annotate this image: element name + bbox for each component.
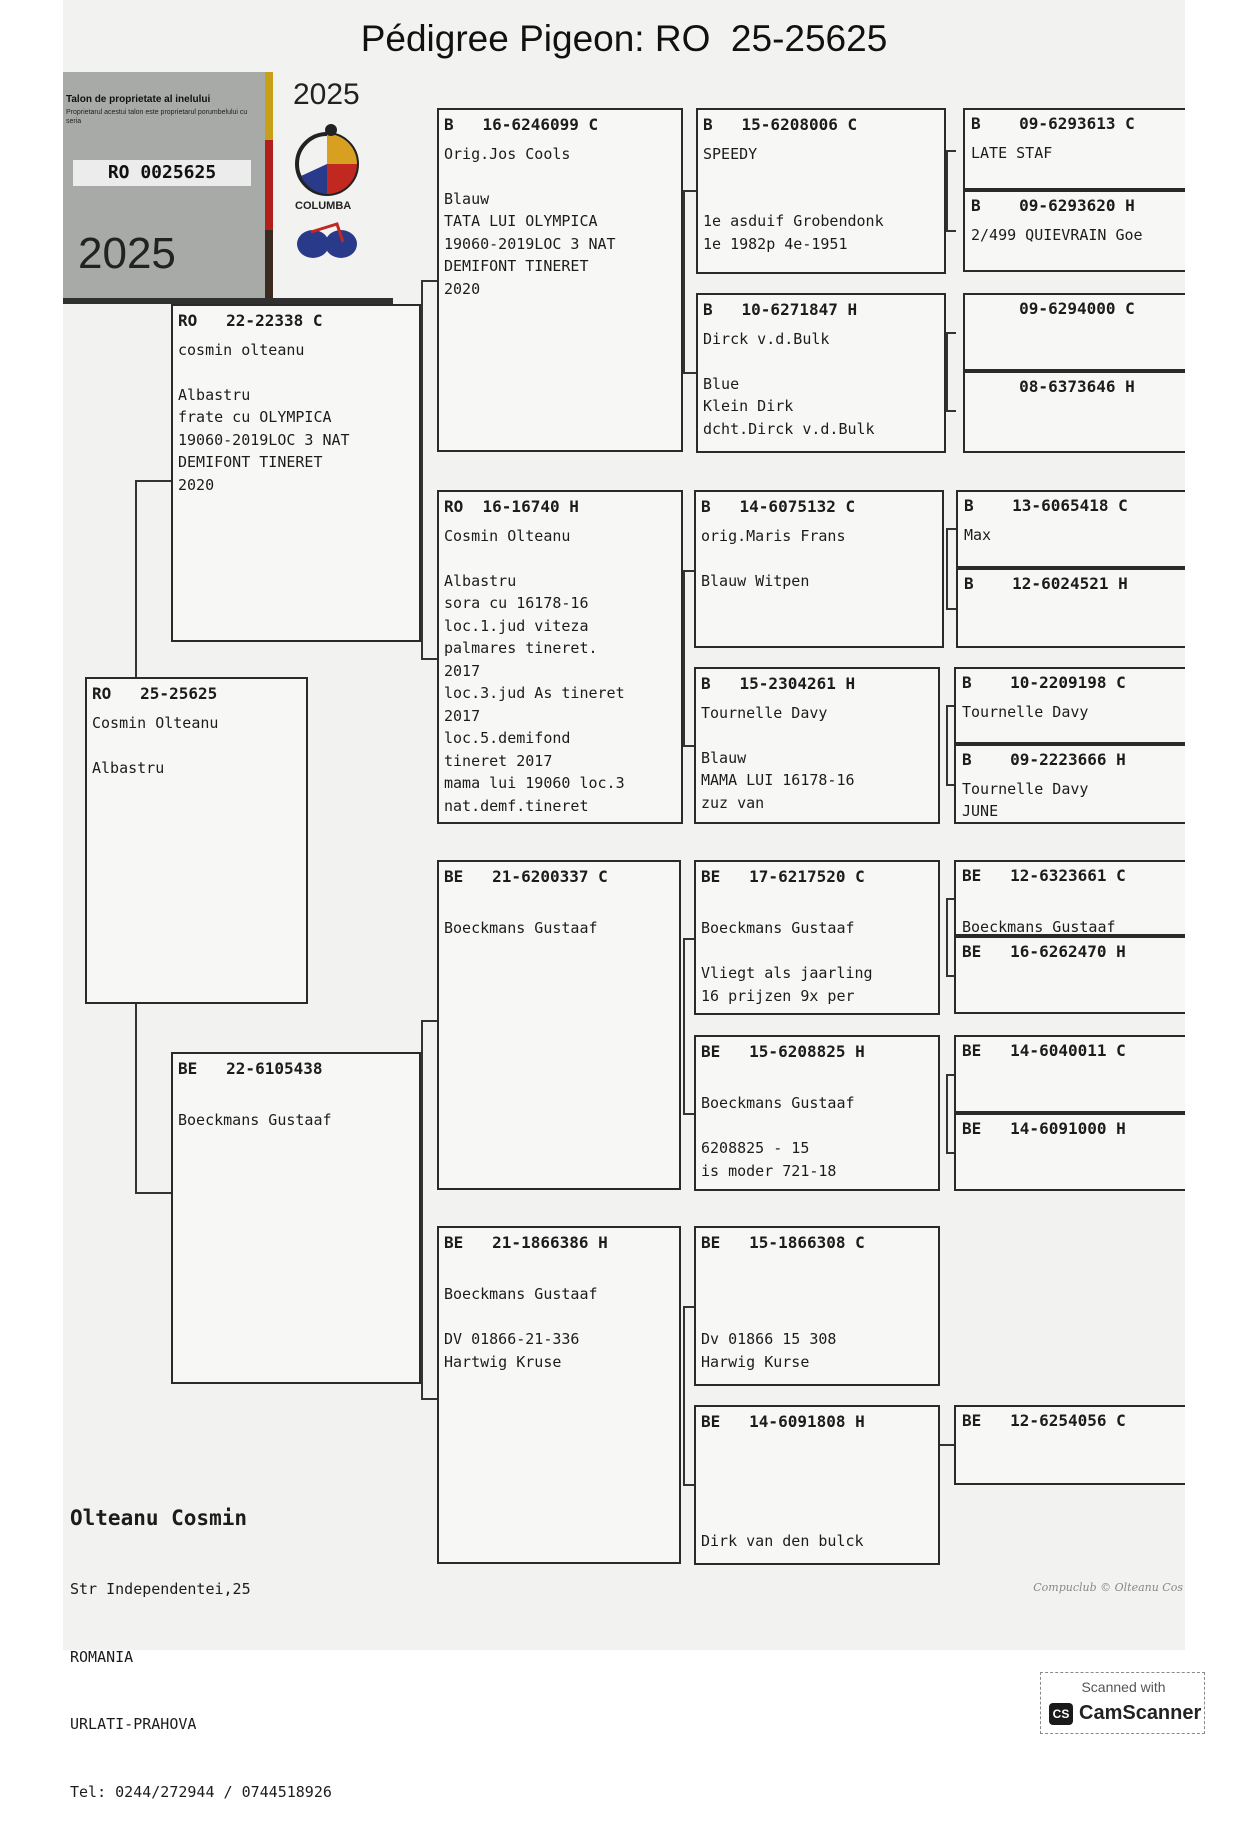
note-line	[701, 1261, 933, 1284]
owner-name: Olteanu Cosmin	[70, 1506, 248, 1530]
note-line: DEMIFONT TINERET	[178, 453, 323, 471]
note-line	[444, 165, 676, 188]
note-line: 19060-2019LOC 3 NAT	[178, 430, 350, 449]
g3-card-13	[954, 1405, 1185, 1485]
note-line	[701, 1115, 933, 1138]
pigeon-notes	[444, 525, 676, 818]
connector-line	[683, 570, 685, 745]
connector-line	[135, 480, 137, 677]
g3-card-10	[954, 936, 1185, 1014]
note-line: Albastru	[178, 385, 251, 404]
ring-number: B 09-6293620 H	[971, 196, 1135, 215]
note-line	[444, 547, 676, 570]
note-line: Blauw	[444, 189, 490, 208]
footer-credit: Compuclub © Olteanu Cos	[1033, 1581, 1183, 1594]
columba-label: COLUMBA	[295, 200, 352, 212]
connector-line	[421, 1020, 437, 1022]
pigeon-notes	[962, 701, 1179, 724]
note-line: Boeckmans Gustaaf	[444, 919, 598, 937]
connector-line	[135, 1192, 171, 1194]
ring-number: B 12-6024521 H	[964, 574, 1128, 593]
ring-number: B 13-6065418 C	[964, 496, 1128, 515]
note-line: dcht.Dirck v.d.Bulk	[703, 419, 875, 438]
ring-number: BE 14-6091000 H	[962, 1119, 1126, 1138]
note-line: 1e 1982p 4e-1951	[703, 234, 848, 253]
note-line	[701, 724, 933, 747]
note-line	[701, 940, 933, 963]
g3-card-5	[956, 490, 1185, 568]
note-line: 2017	[444, 706, 481, 725]
note-line: Blue	[703, 374, 740, 393]
note-line: Tournelle Davy	[962, 779, 1089, 798]
note-line: DEMIFONT TINERET	[444, 257, 589, 275]
ring-number: B 15-6208006 C	[703, 115, 858, 134]
note-line: palmares tineret.	[444, 639, 598, 657]
granddam-maternal-card	[437, 1226, 681, 1564]
ggp-card-5	[694, 860, 940, 1015]
pigeon-notes	[701, 895, 933, 1008]
g3-card-12	[954, 1113, 1185, 1191]
pigeon-notes	[178, 339, 414, 497]
note-line: LATE STAF	[971, 143, 1053, 162]
connector-line	[421, 658, 437, 660]
ring-number: 09-6294000 C	[971, 299, 1135, 318]
note-line: nat.demf.tineret	[444, 796, 589, 815]
pigeon-notes	[701, 1261, 933, 1374]
sire-card	[171, 304, 421, 642]
connector-line	[135, 1004, 137, 1194]
ggp-card-4	[694, 667, 940, 824]
connector-line	[421, 280, 437, 282]
note-line: orig.Maris Frans	[701, 526, 846, 545]
note-line: Tournelle Davy	[701, 703, 828, 722]
pigeon-notes	[701, 1440, 933, 1553]
flag-stripe	[265, 72, 273, 298]
g3-card-4	[963, 371, 1185, 453]
ring-number: BE 22-6105438	[178, 1059, 323, 1078]
note-line	[444, 895, 674, 918]
dam-card	[171, 1052, 421, 1384]
owner-address	[70, 1458, 332, 1848]
note-line: 2020	[444, 279, 481, 298]
note-line	[701, 1462, 933, 1485]
ggp-card-1	[696, 108, 946, 274]
note-line: MAMA LUI 16178-16	[701, 771, 855, 789]
pigeon-notes	[703, 328, 939, 441]
note-line	[444, 1261, 674, 1284]
ring-number: RO 16-16740 H	[444, 497, 579, 516]
note-line: sora cu 16178-16	[444, 594, 589, 612]
ring-number: B 10-2209198 C	[962, 673, 1126, 692]
note-line	[178, 361, 414, 384]
pigeon-notes	[178, 1087, 414, 1132]
grandsire-maternal-card	[437, 860, 681, 1190]
note-line: JUNE	[962, 802, 999, 820]
note-line: Boeckmans Gustaaf	[962, 918, 1116, 936]
note-line: Blauw Witpen	[701, 571, 810, 590]
ggp-card-3	[694, 490, 944, 648]
note-line: cosmin olteanu	[178, 340, 305, 359]
note-line: frate cu OLYMPICA	[178, 408, 332, 426]
g3-card-8	[954, 744, 1185, 824]
connector-line	[946, 528, 948, 608]
note-line: Dv 01866 15 308	[701, 1330, 837, 1348]
note-line: SPEEDY	[703, 144, 758, 163]
subject-pigeon-card	[85, 677, 308, 1004]
note-line	[701, 1485, 933, 1508]
connector-line	[135, 480, 171, 482]
note-line: Cosmin Olteanu	[444, 526, 571, 545]
note-line	[701, 1283, 933, 1306]
talon-ring-code: RO 0025625	[73, 160, 251, 186]
note-line: Boeckmans Gustaaf	[701, 1094, 855, 1112]
note-line: Dirck v.d.Bulk	[703, 329, 830, 348]
connector-line	[946, 1074, 948, 1152]
note-line: loc.5.demifond	[444, 729, 571, 747]
columba-logo-icon	[291, 120, 371, 260]
note-line: Boeckmans Gustaaf	[444, 1285, 598, 1303]
note-line	[962, 894, 1179, 917]
connector-line	[421, 1020, 423, 1400]
note-line: Tournelle Davy	[962, 702, 1089, 721]
note-line	[701, 1306, 933, 1329]
note-line: 19060-2019LOC 3 NAT	[444, 234, 616, 253]
note-line: Boeckmans Gustaaf	[178, 1111, 332, 1129]
note-line: is moder 721-18	[701, 1161, 837, 1180]
connector-line	[946, 410, 956, 412]
connector-line	[683, 372, 696, 374]
note-line: Klein Dirk	[703, 397, 794, 415]
logo-year: 2025	[293, 78, 360, 111]
ggp-card-6	[694, 1035, 940, 1191]
connector-line	[946, 332, 948, 410]
ring-number: BE 17-6217520 C	[701, 867, 865, 886]
note-line	[703, 188, 939, 211]
owner-street: Str Independentei,25	[70, 1580, 251, 1598]
ring-number: BE 12-6323661 C	[962, 866, 1126, 885]
note-line	[178, 1087, 414, 1110]
pigeon-notes	[92, 712, 301, 780]
note-line: Cosmin Olteanu	[92, 713, 219, 732]
connector-line	[946, 528, 956, 530]
note-line	[703, 350, 939, 373]
note-line: Albastru	[444, 571, 517, 590]
note-line	[701, 1507, 933, 1530]
note-line	[701, 895, 933, 918]
ring-number: RO 22-22338 C	[178, 311, 323, 330]
note-line	[701, 1440, 933, 1463]
note-line: Orig.Jos Cools	[444, 144, 571, 163]
owner-phone: Tel: 0244/272944 / 0744518926	[70, 1782, 332, 1801]
pigeon-notes	[444, 1261, 674, 1374]
g3-card-7	[954, 667, 1185, 744]
connector-line	[946, 705, 948, 784]
ring-number: B 15-2304261 H	[701, 674, 856, 693]
g3-card-2	[963, 190, 1185, 272]
note-line: Boeckmans Gustaaf	[701, 919, 855, 937]
connector-line	[683, 1306, 685, 1484]
pigeon-notes	[701, 702, 933, 815]
note-line: Vliegt als jaarling	[701, 964, 873, 982]
pigeon-notes	[444, 895, 674, 940]
connector-line	[946, 150, 948, 230]
talon-header: Talon de proprietate al inelului	[66, 94, 211, 105]
ring-number: BE 14-6091808 H	[701, 1412, 865, 1431]
pigeon-notes	[971, 142, 1179, 165]
note-line: Blauw	[701, 748, 747, 767]
ring-number: BE 16-6262470 H	[962, 942, 1126, 961]
ggp-card-8	[694, 1405, 940, 1565]
note-line	[703, 165, 939, 188]
note-line: Albastru	[92, 758, 165, 777]
ggp-card-2	[696, 293, 946, 453]
note-line: loc.1.jud viteza	[444, 616, 589, 635]
note-line: Hartwig Kruse	[444, 1352, 562, 1371]
g3-card-3	[963, 293, 1185, 371]
pigeon-notes	[962, 778, 1179, 823]
note-line: TATA LUI OLYMPICA	[444, 212, 598, 230]
connector-line	[946, 898, 948, 975]
note-line: Harwig Kurse	[701, 1352, 810, 1371]
note-line	[701, 547, 937, 570]
note-line: 6208825 - 15	[701, 1139, 810, 1157]
connector-line	[946, 230, 956, 232]
ring-number: BE 14-6040011 C	[962, 1041, 1126, 1060]
pigeon-notes	[971, 224, 1179, 247]
grandsire-paternal-card	[437, 108, 683, 452]
pigeon-notes	[964, 524, 1179, 547]
note-line: mama lui 19060 loc.3	[444, 774, 625, 792]
note-line	[92, 734, 301, 757]
ring-number: BE 15-1866308 C	[701, 1233, 865, 1252]
ring-number: RO 25-25625	[92, 684, 218, 703]
ring-number: BE 15-6208825 H	[701, 1042, 865, 1061]
ring-number: B 14-6075132 C	[701, 497, 856, 516]
pigeon-notes	[703, 143, 939, 256]
camscanner-watermark	[1040, 1672, 1205, 1734]
connector-line	[683, 190, 685, 372]
ring-number: B 10-6271847 H	[703, 300, 858, 319]
ring-number: BE 21-6200337 C	[444, 867, 608, 886]
connector-line	[946, 150, 956, 152]
note-line: 16 prijzen 9x per	[701, 986, 855, 1005]
ring-ownership-talon	[63, 72, 273, 298]
g3-card-11	[954, 1035, 1185, 1113]
ring-number: B 09-2223666 H	[962, 750, 1126, 769]
connector-line	[946, 608, 956, 610]
camscanner-brand: CamScanner	[1079, 1702, 1202, 1724]
camscanner-logo-icon: CS	[1049, 1703, 1073, 1725]
ring-number: BE 12-6254056 C	[962, 1411, 1126, 1430]
pigeon-notes	[701, 1070, 933, 1183]
connector-line	[421, 280, 423, 660]
note-line: DV 01866-21-336	[444, 1330, 580, 1348]
talon-year: 2025	[78, 229, 176, 278]
g3-card-6	[956, 568, 1185, 648]
note-line: 2017	[444, 661, 481, 680]
note-line: 2020	[178, 475, 215, 494]
ggp-card-7	[694, 1226, 940, 1386]
connector-line	[946, 332, 956, 334]
pigeon-notes	[701, 525, 937, 593]
owner-city: URLATI-PRAHOVA	[70, 1715, 197, 1733]
pigeon-notes	[444, 143, 676, 301]
ring-number: BE 21-1866386 H	[444, 1233, 608, 1252]
connector-line	[683, 938, 685, 1113]
note-line	[444, 1306, 674, 1329]
connector-line	[940, 1444, 954, 1446]
note-line: tineret 2017	[444, 751, 553, 770]
ring-number: 08-6373646 H	[971, 377, 1135, 396]
connector-line	[421, 1398, 437, 1400]
pigeon-notes	[962, 894, 1179, 939]
page-title: Pédigree Pigeon: RO 25-25625	[360, 18, 888, 59]
note-line: 1e asduif Grobendonk	[703, 212, 884, 230]
owner-country: ROMANIA	[70, 1647, 134, 1666]
note-line: Dirk van den bulck	[701, 1531, 864, 1550]
scanned-with-caption: Scanned with	[1081, 1679, 1166, 1695]
ring-number: B 16-6246099 C	[444, 115, 599, 134]
g3-card-9	[954, 860, 1185, 936]
connector-line	[683, 190, 696, 192]
note-line: loc.3.jud As tineret	[444, 684, 625, 702]
note-line	[701, 1070, 933, 1093]
note-line: Max	[964, 525, 992, 544]
note-line: 2/499 QUIEVRAIN Goe	[971, 225, 1143, 244]
talon-subheader: Proprietarul acestui talon este proprietarul porumbelului cu seria	[66, 109, 248, 125]
granddam-paternal-card	[437, 490, 683, 824]
note-line: zuz van	[701, 793, 765, 812]
ring-number: B 09-6293613 C	[971, 114, 1135, 133]
g3-card-1	[963, 108, 1185, 190]
